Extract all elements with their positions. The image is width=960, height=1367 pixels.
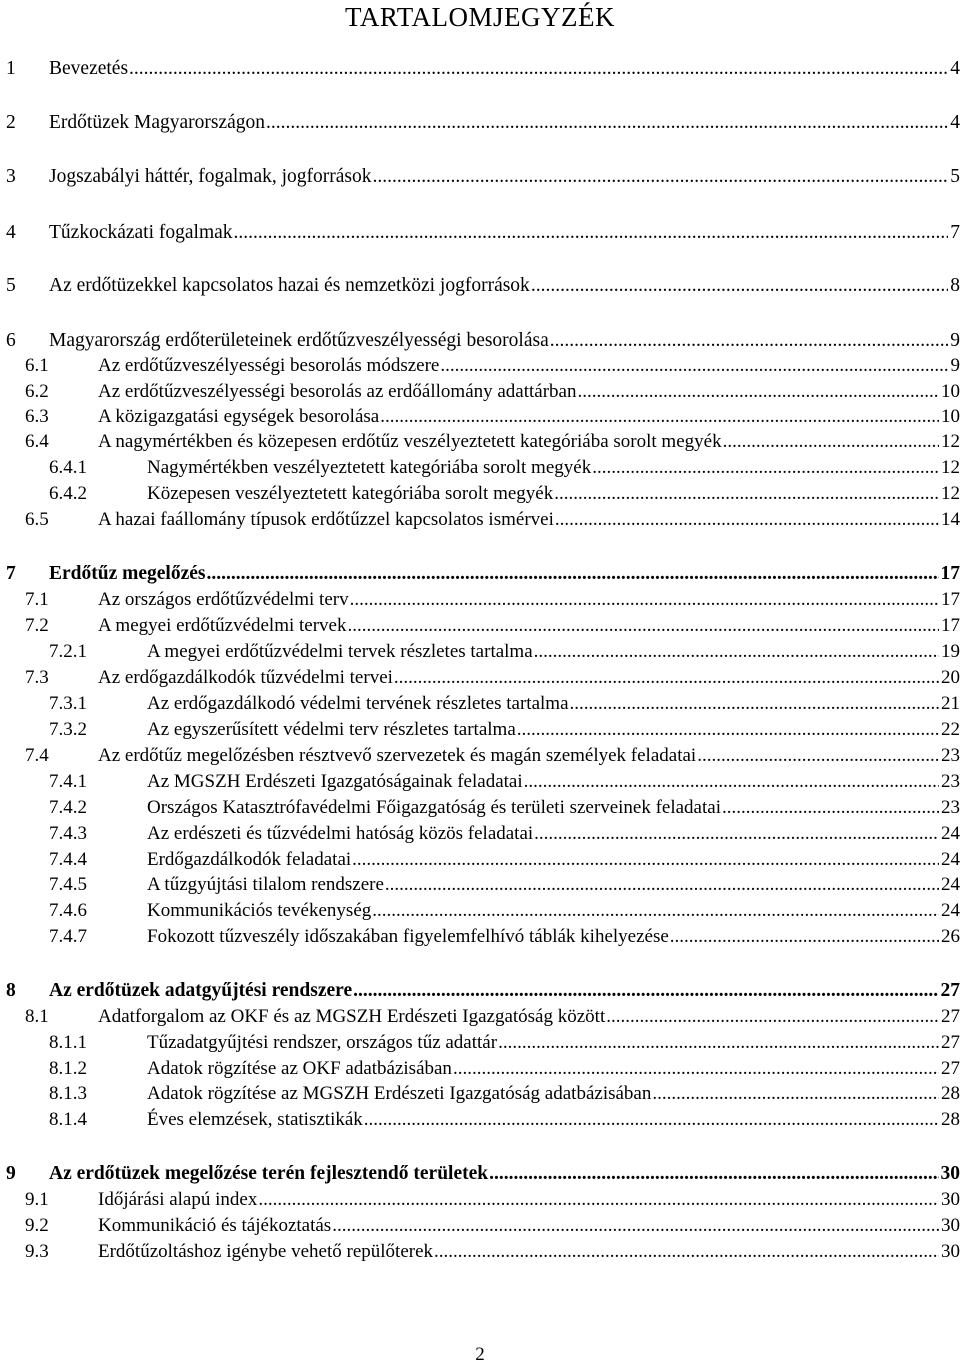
toc-entry-number: 1 bbox=[6, 58, 16, 79]
dot-leader bbox=[332, 1214, 939, 1238]
toc-entry-label: Időjárási alapú index bbox=[98, 1189, 258, 1210]
dot-leader bbox=[723, 430, 939, 454]
toc-entry-page: 30 bbox=[941, 1241, 960, 1262]
toc-entry-label: Az erdőtüzek megelőzése terén fejlesztendő területek bbox=[49, 1163, 489, 1184]
toc-entry[interactable] bbox=[0, 329, 960, 353]
toc-entry-page: 17 bbox=[941, 589, 960, 610]
toc-entry[interactable] bbox=[0, 57, 960, 81]
dot-leader bbox=[670, 925, 939, 949]
toc-entry-label: Az egyszerűsített védelmi terv részletes tartalma bbox=[147, 719, 516, 740]
toc-entry-page: 12 bbox=[941, 457, 960, 478]
toc-entry-page: 14 bbox=[941, 509, 960, 530]
toc-entry-page: 12 bbox=[941, 431, 960, 452]
dot-leader bbox=[353, 979, 938, 1003]
toc-entry-number: 7.2.1 bbox=[49, 641, 87, 662]
toc-entry-page: 28 bbox=[941, 1109, 960, 1130]
dot-leader bbox=[372, 899, 939, 923]
toc-entry-number: 7.4.7 bbox=[49, 926, 87, 947]
dot-leader bbox=[554, 482, 939, 506]
toc-entry-number: 7.4.3 bbox=[49, 823, 87, 844]
dot-leader bbox=[234, 221, 949, 245]
toc-entry-number: 6 bbox=[6, 330, 16, 351]
toc-entry-number: 8.1.4 bbox=[49, 1109, 87, 1130]
toc-entry[interactable] bbox=[0, 508, 960, 532]
toc-entry-page: 17 bbox=[941, 615, 960, 636]
toc-entry-label: Az erdőtüzek adatgyűjtési rendszere bbox=[49, 980, 353, 1001]
toc-entry-number: 7.4.4 bbox=[49, 849, 87, 870]
toc-entry-page: 23 bbox=[941, 797, 960, 818]
toc-entry-page: 9 bbox=[950, 330, 960, 351]
toc-entry-page: 19 bbox=[941, 641, 960, 662]
toc-entry[interactable] bbox=[0, 692, 960, 716]
dot-leader bbox=[534, 640, 939, 664]
dot-leader bbox=[570, 692, 940, 716]
toc-entry-label: Kommunikációs tevékenység bbox=[147, 900, 372, 921]
toc-entry-number: 5 bbox=[6, 275, 16, 296]
toc-entry-page: 9 bbox=[950, 355, 960, 376]
toc-entry-page: 23 bbox=[941, 745, 960, 766]
toc-entry[interactable] bbox=[0, 1162, 960, 1186]
toc-entry-label: Az MGSZH Erdészeti Igazgatóságainak feladatai bbox=[147, 771, 523, 792]
toc-entry-label: Adatok rögzítése az OKF adatbázisában bbox=[147, 1058, 452, 1079]
toc-entry[interactable] bbox=[0, 1031, 960, 1055]
dot-leader bbox=[385, 873, 939, 897]
toc-entry-number: 9 bbox=[6, 1163, 16, 1184]
toc-entry-number: 7.3.2 bbox=[49, 719, 87, 740]
dot-leader bbox=[531, 274, 948, 298]
toc-entry-label: Erdőtüzek Magyarországon bbox=[49, 112, 266, 133]
toc-entry[interactable] bbox=[0, 405, 960, 429]
toc-entry-number: 4 bbox=[6, 222, 16, 243]
toc-entry-page: 22 bbox=[941, 719, 960, 740]
toc-entry-number: 8.1.1 bbox=[49, 1032, 87, 1053]
toc-entry-label: Adatforgalom az OKF és az MGSZH Erdészeti Igazgatóság között bbox=[98, 1006, 606, 1027]
toc-entry[interactable] bbox=[0, 666, 960, 690]
toc-entry[interactable] bbox=[0, 1005, 960, 1029]
toc-entry-number: 7 bbox=[6, 563, 16, 584]
toc-entry-label: Adatok rögzítése az MGSZH Erdészeti Igazgatóság adatbázisában bbox=[147, 1083, 652, 1104]
toc-entry-number: 7.3 bbox=[25, 667, 49, 688]
toc-entry-label: Jogszabályi háttér, fogalmak, jogforrások bbox=[49, 166, 372, 187]
toc-entry[interactable] bbox=[0, 899, 960, 923]
toc-entry[interactable] bbox=[0, 430, 960, 454]
toc-entry-number: 6.1 bbox=[25, 355, 49, 376]
toc-entry-page: 4 bbox=[950, 112, 960, 133]
dot-leader bbox=[348, 614, 940, 638]
dot-leader bbox=[434, 1240, 939, 1264]
dot-leader bbox=[453, 1057, 939, 1081]
dot-leader bbox=[394, 666, 939, 690]
dot-leader bbox=[534, 822, 939, 846]
toc-entry-label: Éves elemzések, statisztikák bbox=[147, 1109, 363, 1130]
toc-entry-number: 6.5 bbox=[25, 509, 49, 530]
toc-entry-page: 8 bbox=[950, 275, 960, 296]
dot-leader bbox=[129, 57, 948, 81]
toc-entry[interactable] bbox=[0, 1108, 960, 1132]
toc-entry-label: Az erdőgazdálkodó védelmi tervének részletes tartalma bbox=[147, 693, 569, 714]
toc-entry-label: Tűzadatgyűjtési rendszer, országos tűz adattár bbox=[147, 1032, 498, 1053]
toc-entry-number: 8.1.3 bbox=[49, 1083, 87, 1104]
toc-entry-label: Erdőtűz megelőzés bbox=[49, 563, 206, 584]
toc-entry[interactable] bbox=[0, 925, 960, 949]
toc-entry[interactable] bbox=[0, 1082, 960, 1106]
dot-leader bbox=[258, 1188, 939, 1212]
toc-entry-label: Az országos erdőtűzvédelmi terv bbox=[98, 589, 349, 610]
toc-entry-page: 27 bbox=[941, 1006, 960, 1027]
toc-entry-number: 9.3 bbox=[25, 1241, 49, 1262]
dot-leader bbox=[592, 456, 939, 480]
toc-entry-page: 10 bbox=[941, 406, 960, 427]
toc-entry-number: 2 bbox=[6, 112, 16, 133]
dot-leader bbox=[524, 770, 939, 794]
dot-leader bbox=[364, 1108, 939, 1132]
dot-leader bbox=[697, 744, 939, 768]
toc-entry-page: 23 bbox=[941, 771, 960, 792]
dot-leader bbox=[266, 111, 948, 135]
toc-entry-page: 24 bbox=[941, 823, 960, 844]
toc-entry-number: 7.4.5 bbox=[49, 874, 87, 895]
toc-entry-page: 12 bbox=[941, 483, 960, 504]
toc-entry-page: 28 bbox=[941, 1083, 960, 1104]
toc-entry[interactable] bbox=[0, 1188, 960, 1212]
toc-entry[interactable] bbox=[0, 111, 960, 135]
toc-entry[interactable] bbox=[0, 979, 960, 1003]
toc-entry[interactable] bbox=[0, 744, 960, 768]
toc-entry[interactable] bbox=[0, 221, 960, 245]
toc-entry-label: Az erdőtűzveszélyességi besorolás az erdőállomány adattárban bbox=[98, 381, 577, 402]
dot-leader bbox=[517, 718, 939, 742]
toc-entry-label: Kommunikáció és tájékoztatás bbox=[98, 1215, 332, 1236]
dot-leader bbox=[207, 562, 939, 586]
toc-entry-label: Közepesen veszélyeztetett kategóriába sorolt megyék bbox=[147, 483, 554, 504]
toc-entry[interactable] bbox=[0, 640, 960, 664]
toc-entry-number: 6.4.2 bbox=[49, 483, 87, 504]
toc-entry-page: 17 bbox=[940, 563, 960, 584]
toc-entry[interactable] bbox=[0, 456, 960, 480]
toc-entry-number: 6.4.1 bbox=[49, 457, 87, 478]
toc-entry-number: 6.2 bbox=[25, 381, 49, 402]
toc-entry-label: A hazai faállomány típusok erdőtűzzel kapcsolatos ismérvei bbox=[98, 509, 554, 530]
toc-entry-number: 7.4 bbox=[25, 745, 49, 766]
toc-entry[interactable] bbox=[0, 588, 960, 612]
toc-entry-page: 20 bbox=[941, 667, 960, 688]
toc-entry[interactable] bbox=[0, 873, 960, 897]
toc-entry-label: A közigazgatási egységek besorolása bbox=[98, 406, 380, 427]
toc-entry-page: 7 bbox=[950, 222, 960, 243]
toc-entry-label: Erdőgazdálkodók feladatai bbox=[147, 849, 352, 870]
dot-leader bbox=[380, 405, 939, 429]
toc-entry[interactable] bbox=[0, 274, 960, 298]
toc-entry-label: Tűzkockázati fogalmak bbox=[49, 222, 233, 243]
dot-leader bbox=[722, 796, 939, 820]
dot-leader bbox=[440, 354, 948, 378]
toc-entry[interactable] bbox=[0, 718, 960, 742]
dot-leader bbox=[606, 1005, 939, 1029]
dot-leader bbox=[498, 1031, 939, 1055]
toc-entry-number: 8.1.2 bbox=[49, 1058, 87, 1079]
toc-entry-page: 30 bbox=[941, 1215, 960, 1236]
toc-entry-number: 8 bbox=[6, 980, 16, 1001]
toc-entry-page: 24 bbox=[941, 849, 960, 870]
toc-entry-number: 6.4 bbox=[25, 431, 49, 452]
toc-entry-label: Országos Katasztrófavédelmi Főigazgatóság és területi szerveinek feladatai bbox=[147, 797, 721, 818]
dot-leader bbox=[489, 1162, 938, 1186]
toc-entry-label: A tűzgyújtási tilalom rendszere bbox=[147, 874, 384, 895]
toc-entry-label: Nagymértékben veszélyeztetett kategóriába sorolt megyék bbox=[147, 457, 592, 478]
toc-entry[interactable] bbox=[0, 562, 960, 586]
toc-entry[interactable] bbox=[0, 380, 960, 404]
toc-entry-page: 21 bbox=[941, 693, 960, 714]
dot-leader bbox=[550, 329, 949, 353]
toc-entry-number: 7.2 bbox=[25, 615, 49, 636]
page-number: 2 bbox=[475, 1344, 485, 1365]
toc-entry[interactable] bbox=[0, 354, 960, 378]
toc-entry-page: 24 bbox=[941, 874, 960, 895]
dot-leader bbox=[373, 165, 949, 189]
toc-entry[interactable] bbox=[0, 796, 960, 820]
toc-entry[interactable] bbox=[0, 848, 960, 872]
toc-entry-number: 7.4.6 bbox=[49, 900, 87, 921]
toc-title: TARTALOMJEGYZÉK bbox=[344, 2, 616, 32]
toc-entry-label: Az erdőgazdálkodók tűzvédelmi tervei bbox=[98, 667, 393, 688]
toc-entry[interactable] bbox=[0, 822, 960, 846]
toc-entry-page: 27 bbox=[941, 1032, 960, 1053]
toc-entry-page: 27 bbox=[941, 1058, 960, 1079]
toc-entry-label: Magyarország erdőterületeinek erdőtűzveszélyességi besorolása bbox=[49, 330, 549, 351]
toc-entry-label: Fokozott tűzveszély időszakában figyelemfelhívó táblák kihelyezése bbox=[147, 926, 669, 947]
toc-entry-label: Bevezetés bbox=[49, 58, 129, 79]
toc-entry-number: 6.3 bbox=[25, 406, 49, 427]
dot-leader bbox=[350, 588, 939, 612]
toc-entry-number: 7.3.1 bbox=[49, 693, 87, 714]
toc-entry-label: Erdőtűzoltáshoz igénybe vehető repülőterek bbox=[98, 1241, 434, 1262]
toc-entry-page: 24 bbox=[941, 900, 960, 921]
toc-entry-page: 10 bbox=[941, 381, 960, 402]
toc-entry-number: 7.4.1 bbox=[49, 771, 87, 792]
toc-entry-number: 8.1 bbox=[25, 1006, 49, 1027]
toc-entry-number: 9.2 bbox=[25, 1215, 49, 1236]
toc-entry-label: A megyei erdőtűzvédelmi tervek bbox=[98, 615, 347, 636]
toc-entry[interactable] bbox=[0, 614, 960, 638]
toc-entry-number: 9.1 bbox=[25, 1189, 49, 1210]
toc-entry-page: 27 bbox=[940, 980, 960, 1001]
dot-leader bbox=[578, 380, 940, 404]
toc-entry-page: 4 bbox=[950, 58, 960, 79]
toc-entry-page: 26 bbox=[941, 926, 960, 947]
toc-entry-page: 30 bbox=[940, 1163, 960, 1184]
toc-entry-label: A nagymértékben és közepesen erdőtűz veszélyeztetett kategóriába sorolt megyék bbox=[98, 431, 722, 452]
toc-entry-label: Az erdészeti és tűzvédelmi hatóság közös feladatai bbox=[147, 823, 534, 844]
toc-entry-label: Az erdőtűzveszélyességi besorolás módszere bbox=[98, 355, 440, 376]
toc-entry[interactable] bbox=[0, 165, 960, 189]
dot-leader bbox=[352, 848, 939, 872]
toc-entry-page: 30 bbox=[941, 1189, 960, 1210]
toc-entry-label: A megyei erdőtűzvédelmi tervek részletes tartalma bbox=[147, 641, 533, 662]
toc-entry[interactable] bbox=[0, 482, 960, 506]
toc-entry-number: 3 bbox=[6, 166, 16, 187]
dot-leader bbox=[555, 508, 939, 532]
toc-entry[interactable] bbox=[0, 1057, 960, 1081]
toc-entry[interactable] bbox=[0, 770, 960, 794]
toc-entry-number: 7.4.2 bbox=[49, 797, 87, 818]
toc-entry[interactable] bbox=[0, 1240, 960, 1264]
toc-entry[interactable] bbox=[0, 1214, 960, 1238]
dot-leader bbox=[652, 1082, 939, 1106]
toc-entry-label: Az erdőtűz megelőzésben résztvevő szervezetek és magán személyek feladatai bbox=[98, 745, 697, 766]
toc-entry-label: Az erdőtüzekkel kapcsolatos hazai és nemzetközi jogforrások bbox=[49, 275, 530, 296]
toc-entry-page: 5 bbox=[950, 166, 960, 187]
toc-entry-number: 7.1 bbox=[25, 589, 49, 610]
